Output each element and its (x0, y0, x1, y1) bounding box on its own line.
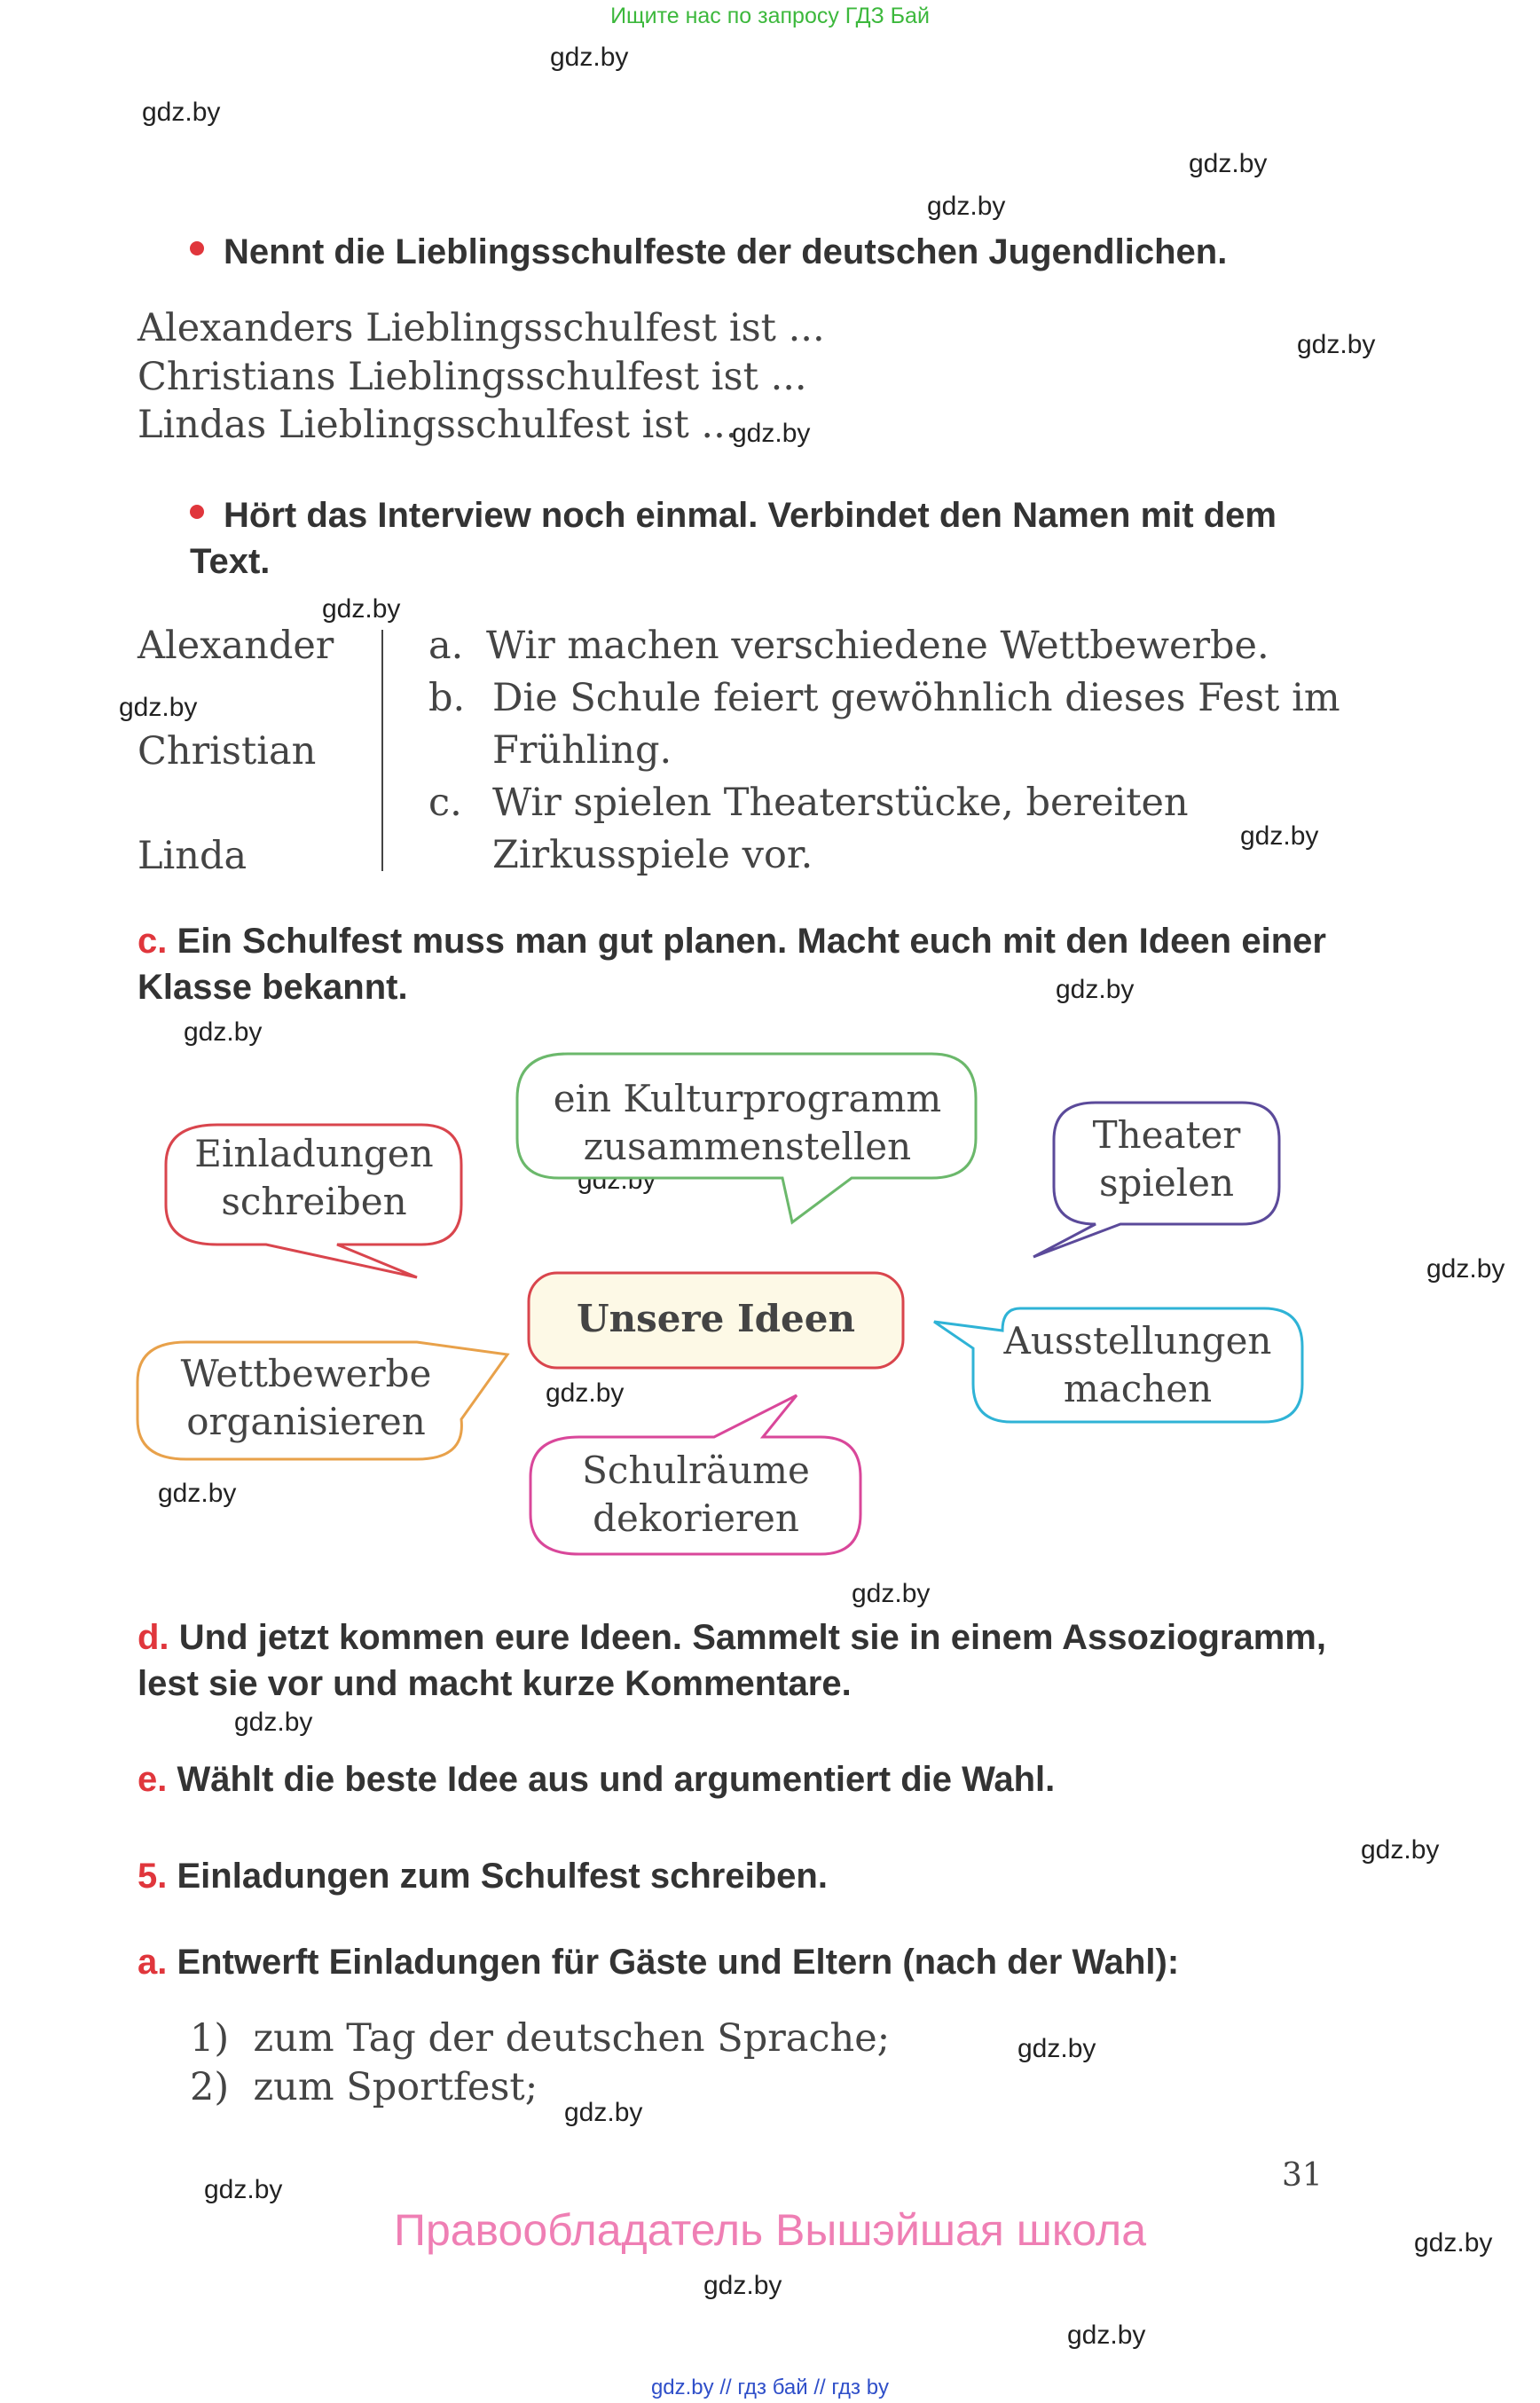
option-text-c: Wir spielen Theaterstücke, bereiten (492, 781, 1189, 825)
instruction-c: c. Ein Schulfest muss man gut planen. Macht euch mit den Ideen einer Klasse bekannt. (138, 922, 1326, 1007)
footer-separator: // (813, 2376, 826, 2399)
instruction-interview: Hört das Interview noch einmal. Verbindet den Namen mit dem Text. (190, 496, 1277, 581)
instruction-d: d. Und jetzt kommen eure Ideen. Sammelt sie in einem Assoziogramm, lest sie vor und macht kurze Kommentare. (138, 1618, 1326, 1703)
center-label: Unsere Ideen (577, 1297, 855, 1340)
name-alexander: Alexander (138, 624, 334, 668)
watermark: gdz.by (1240, 821, 1319, 851)
sentence-linda: Lindas Lieblingsschulfest ist ... (138, 403, 738, 447)
option-text-c-cont: Zirkusspiele vor. (492, 833, 813, 877)
watermark: gdz.by (927, 192, 1006, 221)
list-item: 2) zum Sportfest; (190, 2065, 538, 2109)
watermark: gdz.by (204, 2175, 283, 2204)
watermark: gdz.by (322, 594, 401, 624)
watermark: gdz.by (1067, 2321, 1146, 2350)
footer-link-gdz-bai[interactable]: гдз бай (737, 2376, 808, 2399)
name-linda: Linda (138, 834, 248, 878)
watermark: gdz.by (158, 1479, 237, 1508)
option-letter-b: b. (428, 676, 466, 720)
option-letter-c: c. (428, 781, 462, 825)
copyright-notice: Правообладатель Вышэйшая школа (394, 2205, 1146, 2255)
footer-separator: // (719, 2376, 732, 2399)
instruction-e: e. Wählt die beste Idee aus und argumentiert die Wahl. (138, 1760, 1056, 1799)
instruction-a: a. Entwerft Einladungen für Gäste und Eltern (nach der Wahl): (138, 1943, 1180, 1982)
sentence-christian: Christians Lieblingsschulfest ist ... (138, 355, 807, 399)
watermark: gdz.by (184, 1017, 263, 1047)
instruction-5: 5. Einladungen zum Schulfest schreiben. (138, 1857, 828, 1896)
watermark: gdz.by (1018, 2034, 1096, 2063)
option-letter-a: a. (428, 624, 464, 668)
watermark: gdz.by (578, 1166, 656, 1195)
sentence-alexander: Alexanders Lieblingsschulfest ist ... (138, 306, 825, 350)
watermark: gdz.by (1297, 330, 1376, 359)
option-text-b-cont: Frühling. (492, 728, 672, 773)
watermark: gdz.by (1414, 2228, 1493, 2258)
page-number: 31 (1282, 2157, 1323, 2194)
watermark: gdz.by (703, 2271, 782, 2300)
watermark: gdz.by (546, 1378, 625, 1408)
bubble-text-theater: Theater spielen (1092, 1113, 1241, 1205)
bubble-text-ausstellungen: Ausstellungen machen (1003, 1319, 1272, 1410)
watermark: gdz.by (1361, 1835, 1440, 1865)
watermark: gdz.by (1056, 975, 1135, 1004)
watermark: gdz.by (550, 43, 629, 72)
watermark: gdz.by (1426, 1254, 1505, 1284)
watermark: gdz.by (732, 419, 811, 448)
option-text-b: Die Schule feiert gewöhnlich dieses Fest im (492, 676, 1340, 720)
watermark: gdz.by (234, 1708, 313, 1737)
footer-link-gdz[interactable]: gdz.by (650, 2376, 714, 2399)
watermark: gdz.by (852, 1579, 931, 1608)
footer-links (0, 2376, 1540, 2400)
bubble-text-schulraeume: Schulräume dekorieren (582, 1449, 810, 1540)
bubble-text-einladungen: Einladungen schreiben (194, 1132, 434, 1223)
list-item: 1) zum Tag der deutschen Sprache; (190, 2016, 891, 2061)
watermark: gdz.by (119, 693, 198, 722)
footer-link-gdz-by[interactable]: гдз by (831, 2376, 890, 2399)
bubble-text-kultur: ein Kulturprogramm zusammenstellen (553, 1077, 942, 1168)
option-text-a: Wir machen verschiedene Wettbewerbe. (486, 624, 1269, 668)
bubble-text-wettbewerbe: Wettbewerbe organisieren (180, 1352, 432, 1443)
top-banner[interactable]: Ищите нас по запросу ГДЗ Бай (610, 4, 930, 28)
watermark: gdz.by (142, 98, 221, 127)
name-christian: Christian (138, 729, 317, 774)
watermark: gdz.by (1189, 149, 1268, 178)
watermark: gdz.by (564, 2098, 643, 2127)
instruction-favourite-festivals: Nennt die Lieblingsschulfeste der deutschen Jugendlichen. (190, 229, 1227, 275)
